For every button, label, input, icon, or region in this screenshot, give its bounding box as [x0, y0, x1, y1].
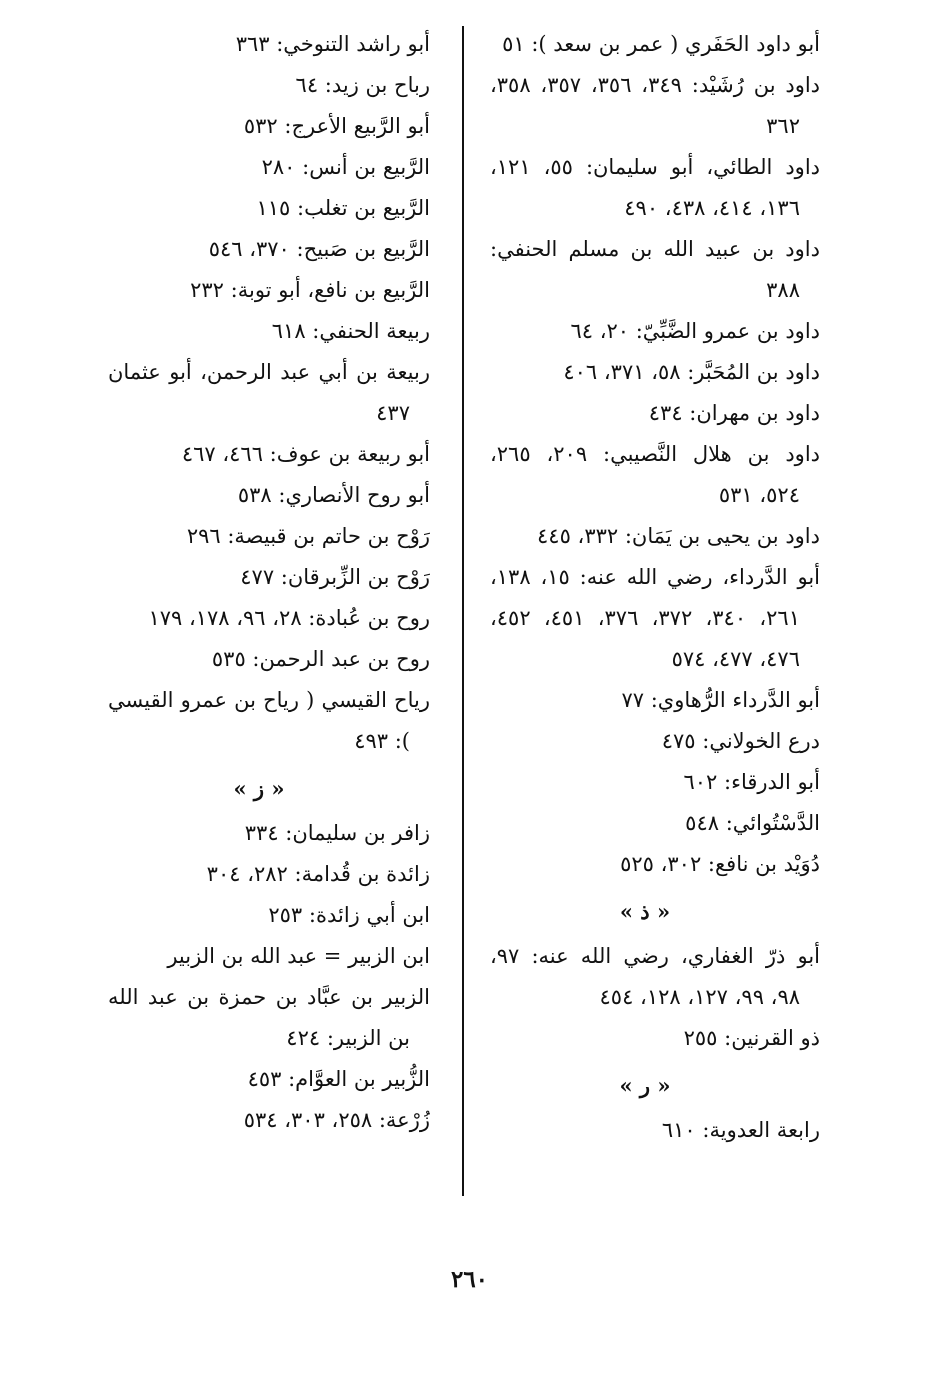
index-entry: أبو راشد التنوخي: ٣٦٣ [235, 32, 430, 56]
index-entry: الرَّبيع بن نافع، أبو توبة: ٢٣٢ [190, 278, 430, 302]
index-entry: داود بن هلال النَّصيبي: ٢٠٩، ٢٦٥، ٥٢٤، ٥٣١ [490, 442, 821, 507]
index-entry: رباح بن زيد: ٦٤ [295, 73, 430, 97]
index-entry: أبو الدَّرداء، رضي الله عنه: ١٥، ١٣٨، ٢٦١، ٣٤٠، ٣٧٢، ٣٧٦، ٤٥١، ٤٥٢، ٤٧٦، ٤٧٧، ٥٧٤ [490, 565, 821, 671]
index-entry: أبو الدَّرداء الرُّهاوي: ٧٧ [621, 688, 820, 712]
index-entry: روح بن عبد الرحمن: ٥٣٥ [211, 647, 430, 671]
index-entry: الدَّسْتُوائي: ٥٤٨ [685, 811, 820, 835]
index-entry: رَوْح بن الزِّبرقان: ٤٧٧ [240, 565, 430, 589]
column-divider [462, 26, 464, 1196]
index-entry: الرَّبيع بن أنس: ٢٨٠ [261, 155, 430, 179]
index-entry: داود الطائي، أبو سليمان: ٥٥، ١٢١، ١٣٦، ٤١٤، ٤٣٨، ٤٩٠ [490, 155, 821, 220]
index-entry: رَوْح بن حاتم بن قبيصة: ٢٩٦ [186, 524, 430, 548]
index-entry: داود بن عمرو الضَّبِّيّ: ٢٠، ٦٤ [570, 319, 820, 343]
index-entry: ربيعة الحنفي: ٦١٨ [271, 319, 430, 343]
letter-section-header: « ز » [233, 776, 285, 801]
index-entry: رابعة العدوية: ٦١٠ [661, 1118, 820, 1142]
index-entry: أبو الرَّبيع الأعرج: ٥٣٢ [243, 114, 430, 138]
index-entry: درع الخولاني: ٤٧٥ [661, 729, 820, 753]
index-entry: ذو القرنين: ٢٥٥ [683, 1026, 820, 1050]
index-entry: داود بن يحيى بن يَمَان: ٣٣٢، ٤٤٥ [537, 524, 820, 548]
index-entry: زائدة بن قُدامة: ٢٨٢، ٣٠٤ [206, 862, 430, 886]
index-entry: دُوَيْد بن نافع: ٣٠٢، ٥٢٥ [620, 852, 820, 876]
index-entry: روح بن عُبادة: ٢٨، ٩٦، ١٧٨، ١٧٩ [148, 606, 430, 630]
index-entry: ربيعة بن أبي عبد الرحمن، أبو عثمان ٤٣٧ [108, 360, 430, 425]
index-entry: رياح القيسي ( رياح بن عمرو القيسي ): ٤٩٣ [108, 688, 430, 753]
index-entry: الرَّبيع بن تغلب: ١١٥ [256, 196, 430, 220]
index-entry: أبو داود الحَفَري ( عمر بن سعد ): ٥١ [502, 32, 820, 56]
index-entry: أبو الدرقاء: ٦٠٢ [683, 770, 820, 794]
page-number: ٢٦٠ [450, 1266, 489, 1293]
index-entry: داود بن عبيد الله بن مسلم الحنفي: ٣٨٨ [490, 237, 820, 302]
index-entry: أبو ربيعة بن عوف: ٤٦٦، ٤٦٧ [181, 442, 430, 466]
index-entry: الزبير بن عبَّاد بن حمزة بن عبد الله بن الزبير: ٤٢٤ [108, 985, 430, 1050]
index-entry: داود بن رُشَيْد: ٣٤٩، ٣٥٦، ٣٥٧، ٣٥٨، ٣٦٢ [490, 73, 821, 138]
index-entry: الرَّبيع بن صَبيح: ٣٧٠، ٥٤٦ [208, 237, 430, 261]
index-entry: داود بن مهران: ٤٣٤ [648, 401, 820, 425]
index-entry: أبو ذرّ الغفاري، رضي الله عنه: ٩٧، ٩٨، ٩٩، ١٢٧، ١٢٨، ٤٥٤ [490, 944, 820, 1009]
index-column-right [490, 24, 820, 1151]
index-entry: داود بن المُحَبَّر: ٥٨، ٣٧١، ٤٠٦ [563, 360, 820, 384]
index-column-left [108, 24, 430, 1141]
letter-section-header: « ذ » [619, 899, 671, 924]
index-entry: أبو روح الأنصاري: ٥٣٨ [237, 483, 430, 507]
index-entry: ابن الزبير = عبد الله بن الزبير [167, 944, 430, 968]
letter-section-header: « ر » [619, 1073, 671, 1098]
index-entry: زُرْعة: ٢٥٨، ٣٠٣، ٥٣٤ [243, 1108, 430, 1132]
index-entry: الزُّبير بن العوَّام: ٤٥٣ [247, 1067, 430, 1091]
index-entry: ابن أبي زائدة: ٢٥٣ [268, 903, 430, 927]
index-entry: زافر بن سليمان: ٣٣٤ [244, 821, 430, 845]
